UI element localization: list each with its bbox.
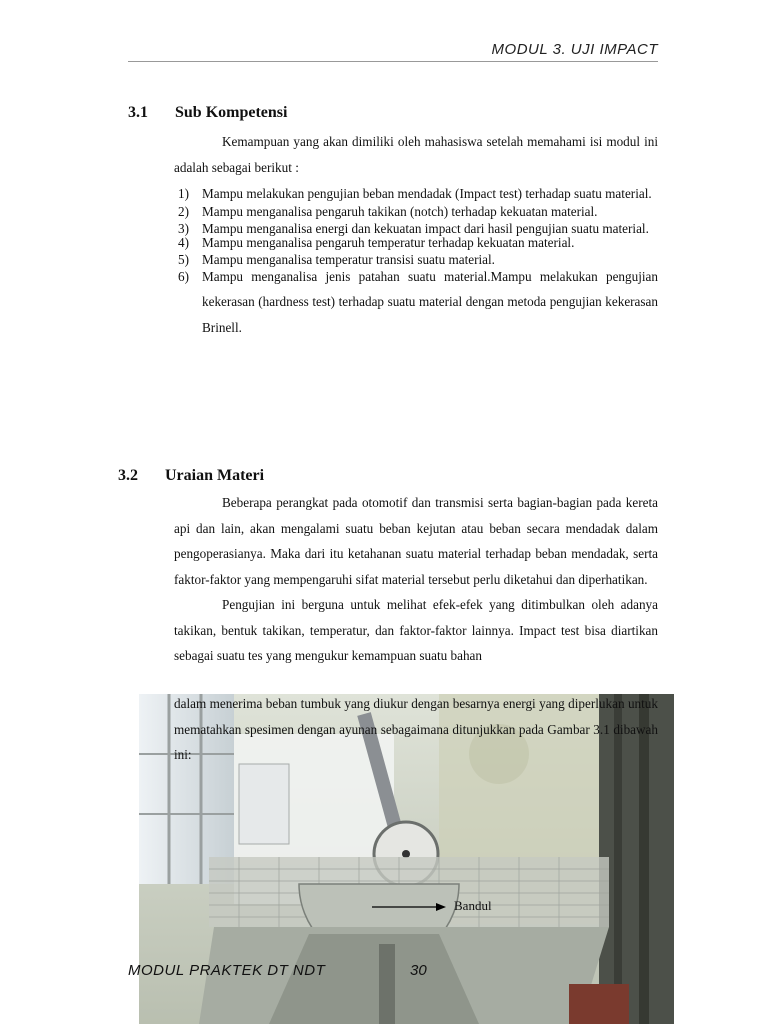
list-item: 6) Mampu menganalisa jenis patahan suatu material.Mampu melakukan pengujian kekerasan (hardness test) terhadap suatu material dengan metoda pengujian kekerasan Brinell. [178,268,658,335]
paragraph-1: Beberapa perangkat pada otomotif dan transmisi serta bagian-bagian pada kereta api dan lain, akan mengalami suatu beban kejutan atau beban secara mendadak dalam pengoperasianya. Maka dari itu ketahanan suatu material terhadap beban mendadak, serta faktor-faktor yang mempengaruhi sifat material tersebut perlu diketahui dan diperhatikan. [174,495,658,587]
footer-title: MODUL PRAKTEK DT NDT [128,962,326,979]
list-item: 2) Mampu menganalisa pengaruh takikan (notch) terhadap kekuatan material. [178,203,598,219]
page-number: 30 [410,962,427,979]
section-1-intro [174,129,658,180]
section-2-body [174,490,658,669]
section-number: 3.2 [118,467,138,484]
section-title: Uraian Materi [165,467,265,484]
section-number: 3.1 [128,104,148,121]
intro-paragraph: Kemampuan yang akan dimiliki oleh mahasiswa setelah memahami isi modul ini adalah sebagai berikut : [174,134,658,175]
bandul-arrow [370,900,450,914]
list-item: 1) Mampu melakukan pengujian beban mendadak (Impact test) terhadap suatu material. [178,186,652,201]
running-header: MODUL 3. UJI IMPACT [491,41,658,58]
list-item: 4) Mampu menganalisa pengaruh temperatur terhadap kekuatan material. [178,234,575,250]
paragraph-2-start: Pengujian ini berguna untuk melihat efek-efek yang ditimbulkan oleh adanya takikan, bentuk takikan, temperatur, dan faktor-faktor lainnya. Impact test bisa diartikan sebagai suatu tes yang mengukur kemampuan suatu bahan [174,597,658,663]
bandul-label: Bandul [454,898,492,913]
header-divider [128,61,658,62]
competency-list [178,181,658,340]
list-item: 3) Mampu menganalisa energi dan kekuatan impact dari hasil pengujian suatu material. [178,221,649,236]
section-title: Sub Kompetensi [175,104,288,121]
section-3-1-heading [128,104,287,122]
list-item: 5) Mampu menganalisa temperatur transisi suatu material. [178,251,495,267]
section-3-2-heading [118,467,264,485]
section-2-body-continued [174,691,658,768]
paragraph-2-end: dalam menerima beban tumbuk yang diukur dengan besarnya energi yang diperlukan untuk mematahkan spesimen dengan ayunan sebagaimana ditunjukkan pada Gambar 3.1 dibawah ini: [174,696,658,762]
